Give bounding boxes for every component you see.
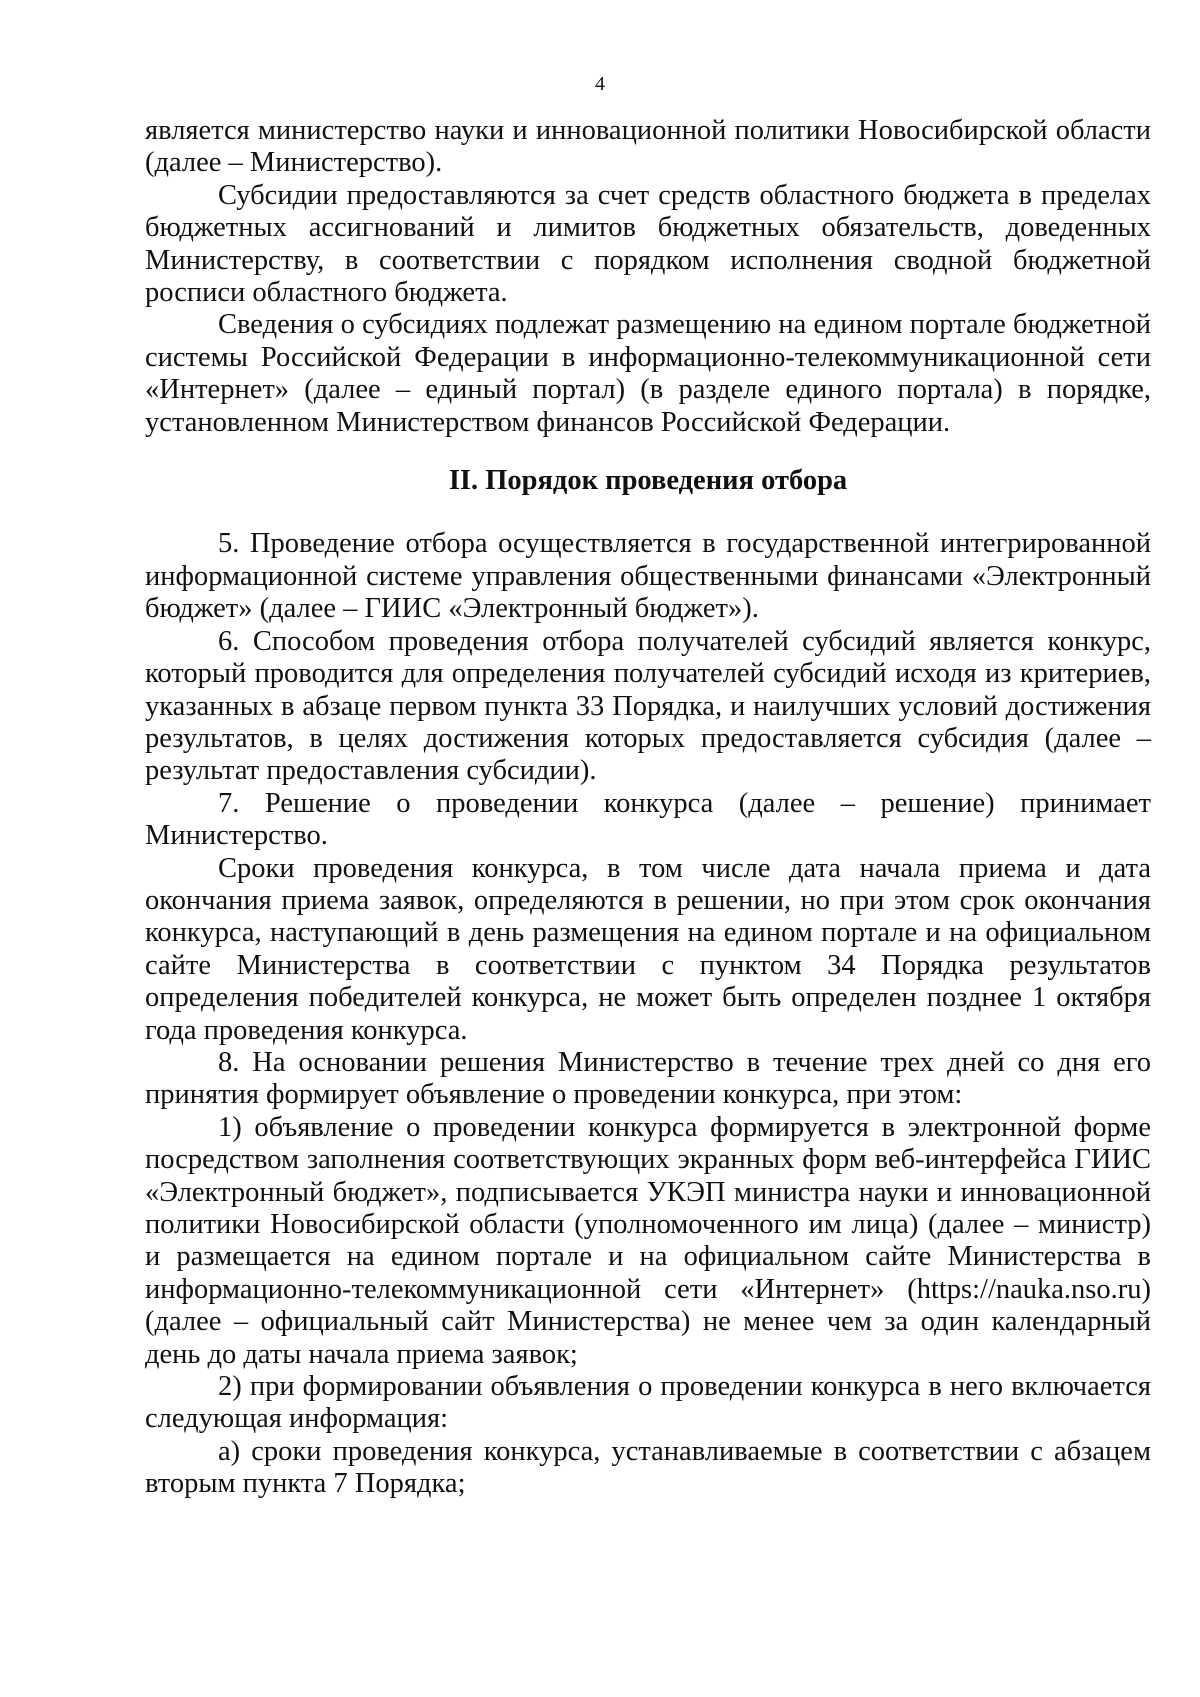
section-heading: II. Порядок проведения отбора — [448, 465, 848, 497]
paragraph-subsidies-info: Сведения о субсидиях подлежат размещению на едином портале бюджетной системы Российской Федерации в информационно-телекоммуникационной сети «Интернет» (далее – единый портал) (в разделе единого портала) в порядке, установленном Министерством финансов Российской Федерации. — [145, 309, 1151, 438]
page-number: 4 — [595, 73, 605, 95]
document-body — [145, 115, 1151, 1501]
paragraph-item-8: 8. На основании решения Министерство в течение трех дней со дня его принятия формирует объявление о проведении конкурса, при этом: — [145, 1046, 1151, 1111]
paragraph-item-8-1: 1) объявление о проведении конкурса формируется в электронной форме посредством заполнения соответствующих экранных форм веб-интерфейса ГИИС «Электронный бюджет», подписывается УКЭП министра науки и инновационной политики Новосибирской области (уполномоченного им лица) (далее – министр) и размещается на едином портале и на официальном сайте Министерства в информационно-телекоммуникационной сети «Интернет» (https://nauka.nso.ru) (далее – официальный сайт Министерства) не менее чем за один календарный день до даты начала приема заявок; — [145, 1111, 1151, 1370]
paragraph-subsidies-funding: Субсидии предоставляются за счет средств областного бюджета в пределах бюджетных ассигнований и лимитов бюджетных обязательств, доведенных Министерству, в соответствии с порядком исполнения сводной бюджетной росписи областного бюджета. — [145, 179, 1151, 309]
paragraph-continuation: является министерство науки и инновационной политики Новосибирской области (далее – Министерство). — [145, 115, 1151, 179]
paragraph-item-7-terms: Сроки проведения конкурса, в том числе дата начала приема и дата окончания приема заявок, определяются в решении, но при этом срок окончания конкурса, наступающий в день размещения на едином портале и на официальном сайте Министерства в соответствии с пунктом 34 Порядка результатов определения победителей конкурса, не может быть определен позднее 1 октября года проведения конкурса. — [145, 852, 1151, 1046]
paragraph-item-6: 6. Способом проведения отбора получателей субсидий является конкурс, который проводится для определения получателей субсидий исходя из критериев, указанных в абзаце первом пункта 33 Порядка, и наилучших условий достижения результатов, в целях достижения которых предоставляется субсидия (далее – результат предоставления субсидии). — [145, 625, 1151, 787]
paragraph-item-8-2-a: а) сроки проведения конкурса, устанавливаемые в соответствии с абзацем вторым пункта 7 Порядка; — [145, 1435, 1151, 1500]
paragraph-item-7: 7. Решение о проведении конкурса (далее – решение) принимает Министерство. — [145, 787, 1151, 852]
paragraph-item-5: 5. Проведение отбора осуществляется в государственной интегрированной информационной системе управления общественными финансами «Электронный бюджет» (далее – ГИИС «Электронный бюджет»). — [145, 528, 1151, 625]
paragraph-item-8-2: 2) при формировании объявления о проведении конкурса в него включается следующая информация: — [145, 1371, 1151, 1435]
